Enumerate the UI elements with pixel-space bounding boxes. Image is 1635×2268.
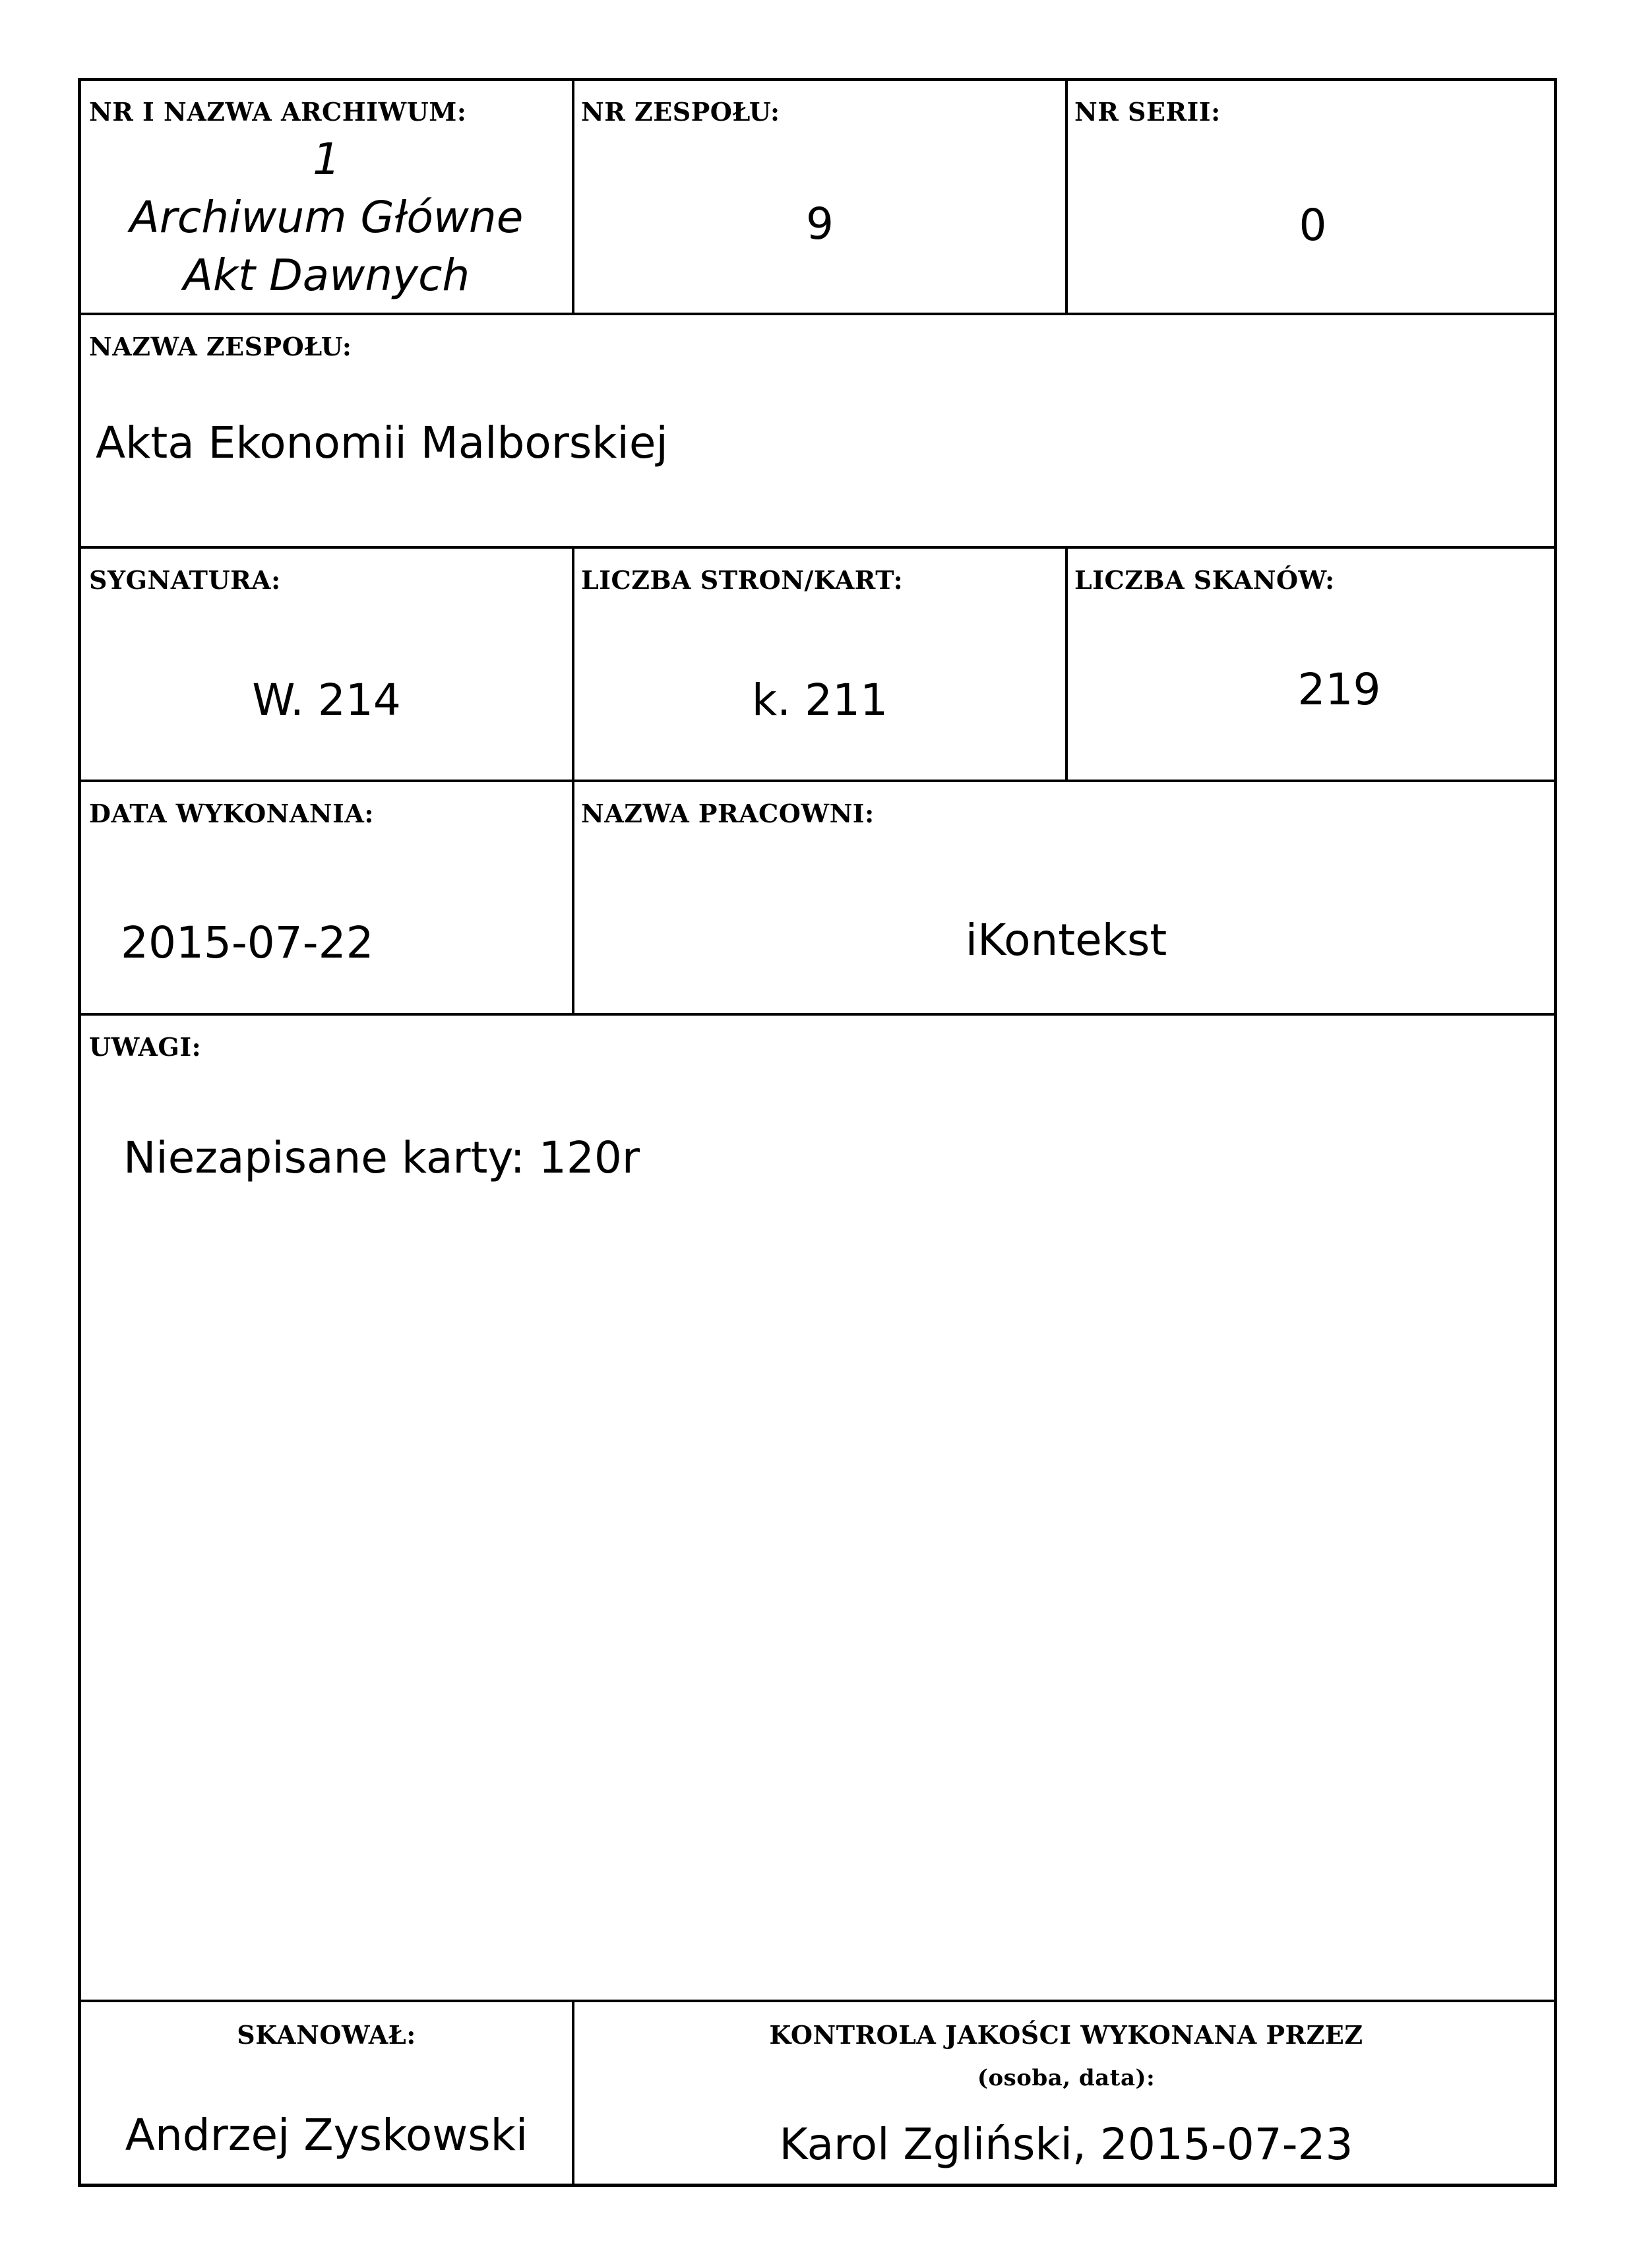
qc-value: Karol Zgliński, 2015-07-23 — [779, 2119, 1353, 2170]
scanned-by-value: Andrzej Zyskowski — [125, 2110, 528, 2161]
fond-number-label: NR ZESPOŁU: — [581, 97, 780, 127]
fond-number: 9 — [806, 199, 834, 249]
qc-label-line2: (osoba, data): — [977, 2065, 1156, 2091]
divider-row5 — [81, 2000, 1554, 2002]
qc-label-line1: KONTROLA JAKOŚCI WYKONANA PRZEZ — [769, 2020, 1363, 2050]
divider-col2-row1 — [1065, 81, 1068, 313]
archive-name-line2: Akt Dawnych — [183, 250, 470, 301]
divider-row1 — [81, 313, 1554, 315]
workshop-value: iKontekst — [965, 915, 1167, 965]
divider-col2-row3 — [1065, 546, 1068, 780]
archive-name-line1: Archiwum Główne — [129, 192, 524, 243]
signature-value: W. 214 — [252, 675, 401, 725]
notes-label: UWAGI: — [89, 1032, 202, 1062]
scans-label: LICZBA SKANÓW: — [1074, 565, 1335, 595]
archive-number: 1 — [313, 134, 340, 185]
pages-label: LICZBA STRON/KART: — [581, 565, 904, 595]
divider-col1-row1 — [572, 81, 574, 313]
divider-row4 — [81, 1013, 1554, 1016]
series-number: 0 — [1299, 200, 1327, 251]
series-label: NR SERII: — [1074, 97, 1221, 127]
signature-label: SYGNATURA: — [89, 565, 281, 595]
divider-col1-row3 — [572, 546, 574, 780]
date-value: 2015-07-22 — [121, 917, 374, 968]
archive-label: NR I NAZWA ARCHIWUM: — [89, 97, 467, 127]
scans-value: 219 — [1297, 664, 1381, 715]
fond-name-label: NAZWA ZESPOŁU: — [89, 332, 352, 361]
divider-row3 — [81, 780, 1554, 782]
notes-value: Niezapisane karty: 120r — [123, 1132, 640, 1183]
workshop-label: NAZWA PRACOWNI: — [581, 799, 875, 828]
divider-col1-row4 — [572, 780, 574, 1013]
scanned-label: SKANOWAŁ: — [237, 2020, 416, 2050]
divider-row2 — [81, 546, 1554, 549]
fond-name: Akta Ekonomii Malborskiej — [96, 417, 668, 468]
pages-value: k. 211 — [751, 675, 888, 725]
date-label: DATA WYKONANIA: — [89, 799, 374, 828]
metryka-form — [78, 78, 1557, 2187]
